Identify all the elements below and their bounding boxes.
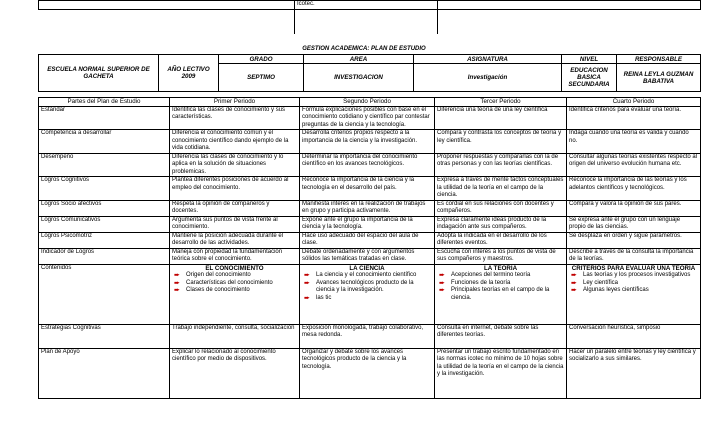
table-row <box>39 216 701 232</box>
cell-p3: Diferencia una teoría de una ley científica <box>435 106 567 130</box>
row-label: Logros Socio afectivos <box>39 200 170 216</box>
contenidos-title: EL CONOCIMIENTO <box>205 264 264 272</box>
list-item: ➨ las tic <box>316 295 432 303</box>
cell-p3: Expresa claramente ideas producto de la indagación ante sus compañeros. <box>435 216 567 232</box>
cell-p2: Manifiesta interés en la realización de trabajos en grupo y participa activamente. <box>300 200 435 216</box>
cell-p1: Explicar lo relacionado al conocimiento científico por medio de dispositivos. <box>170 348 300 398</box>
row-label: Logros Comunicativos <box>39 216 170 232</box>
cell-p1: Argumenta sus puntos de vista frente al conocimiento. <box>170 216 300 232</box>
top-strip-cell-left <box>39 1 295 10</box>
cell-p1: Plantea diferentes posiciones de acuerdo al empleo del conocimiento. <box>170 177 300 201</box>
asignatura-label: ASIGNATURA <box>414 55 562 64</box>
cell-p4: Consultar algunas teorías existentes respecto al origen del universo evolución humana etc. <box>567 153 701 177</box>
list-item: ➨ La ciencia y el conocimiento científico <box>316 272 432 280</box>
cell-p2: Expone ante el grupo la importancia de la ciencia y la tecnología. <box>300 216 435 232</box>
contenidos-list <box>172 272 297 295</box>
cell-p4: Se desplaza en orden y sigue parámetros. <box>567 232 701 248</box>
contenidos-title: LA CIENCIA <box>349 264 385 272</box>
top-strip-cell-left-2 <box>39 10 295 34</box>
cell-p3: Presentar un trabajo escrito fundamentado en las normas icotec no mínimo de 10 hojas sobre la utilidad de la teoría en el campo de la ciencia y la investigación. <box>435 348 567 398</box>
column-header: Primer Periodo <box>170 98 300 107</box>
contenidos-list <box>569 272 698 295</box>
contenidos-title: CRITERIOS PARA EVALUAR UNA TEORIA <box>571 264 696 272</box>
list-item: ➨ Ley científica <box>583 280 698 288</box>
row-label: Estándar <box>39 106 170 130</box>
cell-p2: Desarrolla criterios propios respecto a la importancia de la ciencia y la investigación. <box>300 130 435 154</box>
area-label: AREA <box>304 55 414 64</box>
contenidos-row <box>39 264 701 324</box>
column-header: Cuarto Periodo <box>567 98 701 107</box>
list-item: ➨ Principales teorías en el campo de la ciencia. <box>451 287 564 302</box>
cell-p4: Compara y valora la opinión de sus pares. <box>567 200 701 216</box>
contenidos-p4 <box>567 264 701 324</box>
cell-p4: Hacer un paralelo entre teorías y ley científica y socializarlo a sus similares. <box>567 348 701 398</box>
top-strip-cell-right-2 <box>438 10 701 34</box>
table-row <box>39 177 701 201</box>
top-strip-table <box>38 0 701 34</box>
contenidos-list <box>437 272 564 302</box>
list-item: ➨ Clases de conocimiento <box>186 287 297 295</box>
cell-p3: Proponer respuestas y compararlas con la de otras personas y con las teorías científicas. <box>435 153 567 177</box>
table-row <box>39 348 701 398</box>
list-item: ➨ Origen del conocimiento <box>186 272 297 280</box>
list-item: ➨ Algunas leyes científicas <box>583 287 698 295</box>
cell-p3: Escucha con interés a los puntos de vista de sus compañeros y maestros. <box>435 248 567 264</box>
cell-p2: Debate ordenadamente y con argumentos sólidos las temáticas tratadas en clase. <box>300 248 435 264</box>
cell-p3: Adopta la indicada en el desarrollo de los diferentes eventos. <box>435 232 567 248</box>
area-value: INVESTIGACION <box>304 64 414 92</box>
cell-p4: Se expresa ante el grupo con un lenguaje propio de las ciencias. <box>567 216 701 232</box>
top-strip-cell-mid: Icotec. <box>295 1 438 10</box>
responsable-label: RESPONSABLE <box>617 55 701 64</box>
top-strip-row <box>39 1 701 10</box>
cell-p3: Consulta en internet, debate sobre las diferentes teorías. <box>435 324 567 348</box>
cell-p1: Diferencia el conocimiento común y el conocimiento científico dando ejemplo de la vida cotidiana. <box>170 130 300 154</box>
cell-p2: Exposición monologada, trabajo colaborativo, mesa redonda. <box>300 324 435 348</box>
contenidos-p1 <box>170 264 300 324</box>
header-label-row <box>39 55 701 64</box>
row-label: Contenidos <box>39 264 170 324</box>
cell-p4: Indaga cuando una teoría es valida y cuando no. <box>567 130 701 154</box>
year-label: AÑO LECTIVO 2009 <box>159 55 219 92</box>
row-label: Logros Cognitivos <box>39 177 170 201</box>
header-table <box>38 54 701 92</box>
list-item: ➨ Características del conocimiento <box>186 280 297 288</box>
grado-value: SEPTIMO <box>219 64 304 92</box>
nivel-label: NIVEL <box>562 55 617 64</box>
contenidos-p3 <box>435 264 567 324</box>
table-row <box>39 248 701 264</box>
column-header: Segundo Periodo <box>300 98 435 107</box>
plan-table <box>38 97 701 399</box>
contenidos-title: LA TEORIA <box>483 264 518 272</box>
column-header: Partes del Plan de Estudio <box>39 98 170 107</box>
list-item: ➨ Funciones de la teoría <box>451 280 564 288</box>
top-strip-cell-right <box>438 1 701 10</box>
table-row <box>39 106 701 130</box>
cell-p1: Respeta la opinión de compañeros y docentes. <box>170 200 300 216</box>
plan-header-row <box>39 98 701 107</box>
cell-p4: Reconoce la importancia de las teorías y los adelantos científicos y tecnológicos. <box>567 177 701 201</box>
row-label: Competencia a desarrollar <box>39 130 170 154</box>
table-row <box>39 324 701 348</box>
cell-p2: Formula explicaciones posibles con base en el conocimiento cotidiano y científico par contestar preguntas de la ciencia y la tecnología. <box>300 106 435 130</box>
top-strip-row-2 <box>39 10 701 34</box>
list-item: ➨ Avances tecnológicos producto de la ciencia y la investigación. <box>316 280 432 295</box>
row-label: Desempeño <box>39 153 170 177</box>
row-label: Plan de Apoyo <box>39 348 170 398</box>
table-row <box>39 200 701 216</box>
document-title: GESTION ACADEMICA: PLAN DE ESTUDIO <box>302 46 426 52</box>
contenidos-p2 <box>300 264 435 324</box>
responsable-value: REINA LEYLA GUZMAN BABATIVA <box>617 64 701 92</box>
cell-p1: Diferencia las clases de conocimiento y lo aplica en la solución de situaciones problemicas. <box>170 153 300 177</box>
cell-p2: Reconoce la importancia de la ciencia y la tecnología en el desarrollo del país. <box>300 177 435 201</box>
cell-p3: Expresa a través de mente tactos conceptuales la utilidad de la teoría en el campo de la ciencia. <box>435 177 567 201</box>
cell-p2: Determinar la importancia del conocimiento científico en los avances tecnológicos. <box>300 153 435 177</box>
cell-p4: Conversación heurística, simposio <box>567 324 701 348</box>
table-row <box>39 232 701 248</box>
grado-label: GRADO <box>219 55 304 64</box>
cell-p4: Identifica criterios para evaluar una teoría. <box>567 106 701 130</box>
row-label: Indicador de Logros <box>39 248 170 264</box>
cell-p3: Es cordial en sus relaciones con docentes y compañeros. <box>435 200 567 216</box>
plan-body <box>39 98 701 399</box>
asignatura-value: Investigación <box>414 64 562 92</box>
school-name: ESCUELA NORMAL SUPERIOR DE GACHETA <box>39 55 159 92</box>
nivel-value: EDUCACION BASICA SECUNDARIA <box>562 64 617 92</box>
list-item: ➨ Acepciones del termino teoría <box>451 272 564 280</box>
column-header: Tercer Periodo <box>435 98 567 107</box>
row-label: Estrategias Cognitivas <box>39 324 170 348</box>
top-strip-cell-mid-2 <box>295 10 438 34</box>
cell-p3: Compara y contrasta los conceptos de teoría y ley científica. <box>435 130 567 154</box>
table-row <box>39 130 701 154</box>
cell-p4: Describe a través de la consulta la importancia de la teorías. <box>567 248 701 264</box>
cell-p1: Identifica las clases de conocimiento y sus características. <box>170 106 300 130</box>
cell-p1: Mantiene la posición adecuada durante el desarrollo de las actividades. <box>170 232 300 248</box>
cell-p1: Maneja con propiedad la fundamentación teórica sobre el conocimiento. <box>170 248 300 264</box>
row-label: Logros Psicomotriz <box>39 232 170 248</box>
contenidos-list <box>302 272 432 302</box>
cell-p2: Hace uso adecuado del espacio del aula de clase. <box>300 232 435 248</box>
list-item: ➨ Las teorías y los procesos investigativos <box>583 272 698 280</box>
cell-p1: Trabajo independiente, consulta, socialización <box>170 324 300 348</box>
table-row <box>39 153 701 177</box>
cell-p2: Organizar y debate sobre los avances tecnológicos producto de la ciencia y la tecnología. <box>300 348 435 398</box>
